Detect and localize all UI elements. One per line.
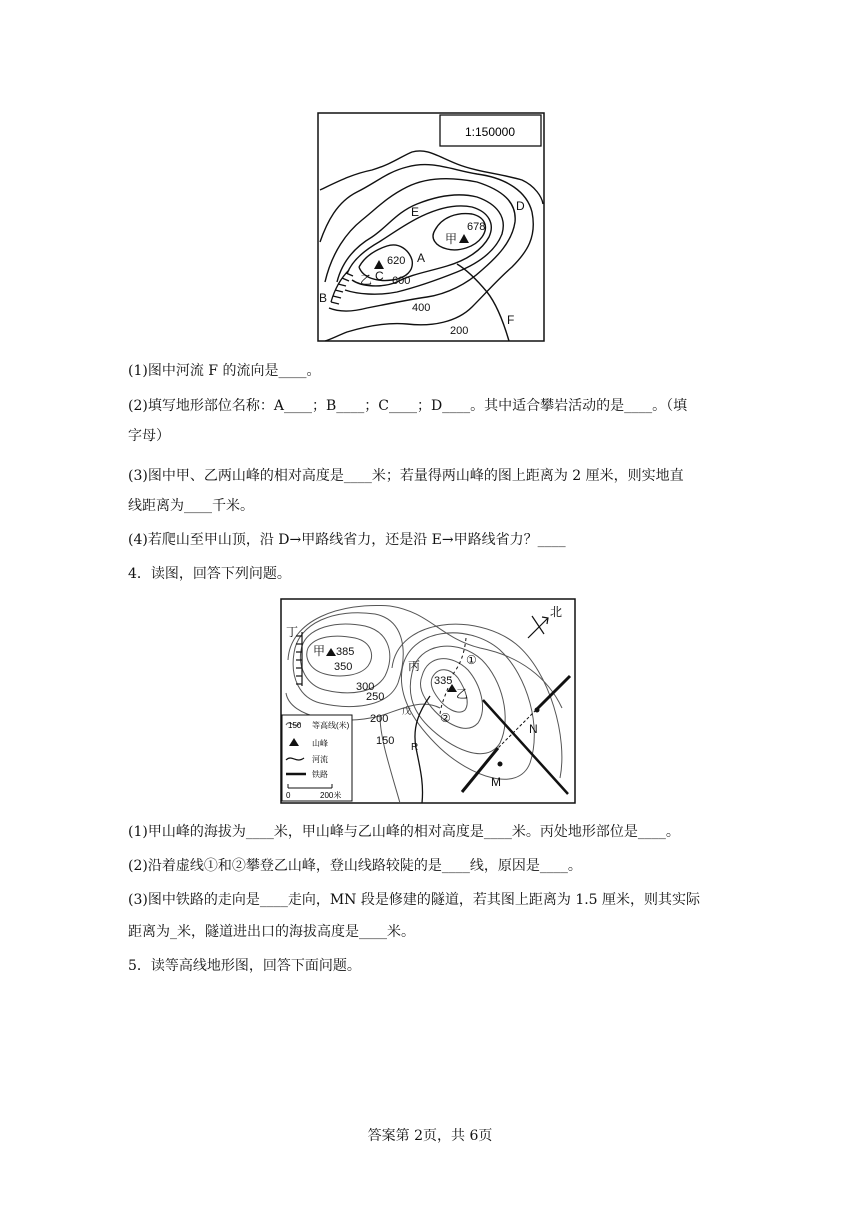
label-678: 678 xyxy=(467,221,486,233)
label-yi2: 乙 xyxy=(456,687,469,701)
q3-line-3: 字母） xyxy=(128,428,170,444)
label-335: 335 xyxy=(434,675,453,687)
legend-peak: 山峰 xyxy=(312,739,328,748)
north-label: 北 xyxy=(550,605,563,619)
label-route-1: ① xyxy=(466,653,477,667)
label-bing: 丙 xyxy=(408,659,421,673)
q3-line-5: 线距离为____千米。 xyxy=(128,498,254,514)
q4-line-3: (3)图中铁路的走向是____走向，MN 段是修建的隧道，若其图上距离为 1.5 厘米，则其实际 xyxy=(128,892,701,908)
legend-river: 河流 xyxy=(312,755,328,764)
label-300: 300 xyxy=(356,681,375,693)
q3-line-1: (1)图中河流 F 的流向是____。 xyxy=(128,363,321,379)
label-d: D xyxy=(516,199,525,213)
label-e: E xyxy=(411,205,420,219)
q3-line-6: (4)若爬山至甲山顶，沿 D→甲路线省力，还是沿 E→甲路线省力？____ xyxy=(128,532,566,548)
label-m: M xyxy=(491,775,501,789)
label-200b: 200 xyxy=(370,713,389,725)
label-yi: 乙 xyxy=(360,273,373,287)
label-n: N xyxy=(529,722,538,736)
q4-line-1: (1)甲山峰的海拔为____米，甲山峰与乙山峰的相对高度是____米。丙处地形部位是____。 xyxy=(128,824,680,840)
label-150: 150 xyxy=(376,735,395,747)
q3-line-2: (2)填写地形部位名称：A____；B____；C____；D____。其中适合攀岩活动的是____。（填 xyxy=(128,398,688,414)
legend-scale-200: 200米 xyxy=(320,791,342,800)
q4-line-4: 距离为_米，隧道进出口的海拔高度是____米。 xyxy=(128,924,415,940)
label-r: R xyxy=(411,742,419,753)
label-b: B xyxy=(319,291,328,305)
legend-scale-0: 0 xyxy=(286,791,291,800)
contour-map-2 xyxy=(280,598,576,804)
label-jia: 甲 xyxy=(445,232,458,246)
legend-contour-value: 150 xyxy=(288,721,302,730)
label-200: 200 xyxy=(450,325,469,337)
label-400: 400 xyxy=(412,302,431,314)
label-route-2: ② xyxy=(440,711,451,725)
page-footer: 答案第 2页，共 6页 xyxy=(367,1128,493,1144)
legend-contour: 等高线(米) xyxy=(312,721,350,730)
label-ding: 丁 xyxy=(286,625,299,639)
label-385: 385 xyxy=(336,646,355,658)
q4-title: 4．读图，回答下列问题。 xyxy=(128,566,291,582)
label-c: C xyxy=(375,269,384,283)
label-600: 600 xyxy=(392,275,411,287)
label-620: 620 xyxy=(387,255,406,267)
label-jia2: 甲 xyxy=(313,644,326,658)
label-f: F xyxy=(507,313,515,327)
label-a: A xyxy=(417,251,426,265)
map2-legend xyxy=(282,715,352,801)
q3-line-4: (3)图中甲、乙两山峰的相对高度是____米；若量得两山峰的图上距离为 2 厘米，则实地直 xyxy=(128,468,684,484)
legend-rail: 铁路 xyxy=(312,770,328,779)
q5-title: 5．读等高线地形图，回答下面问题。 xyxy=(128,958,361,974)
label-wu: 戊 xyxy=(402,706,412,716)
contour-map-1 xyxy=(317,112,545,342)
label-250: 250 xyxy=(366,691,385,703)
map1-scale: 1:150000 xyxy=(464,125,516,139)
label-350: 350 xyxy=(334,661,353,673)
q4-line-2: (2)沿着虚线①和②攀登乙山峰，登山线路较陡的是____线，原因是____。 xyxy=(128,858,582,874)
